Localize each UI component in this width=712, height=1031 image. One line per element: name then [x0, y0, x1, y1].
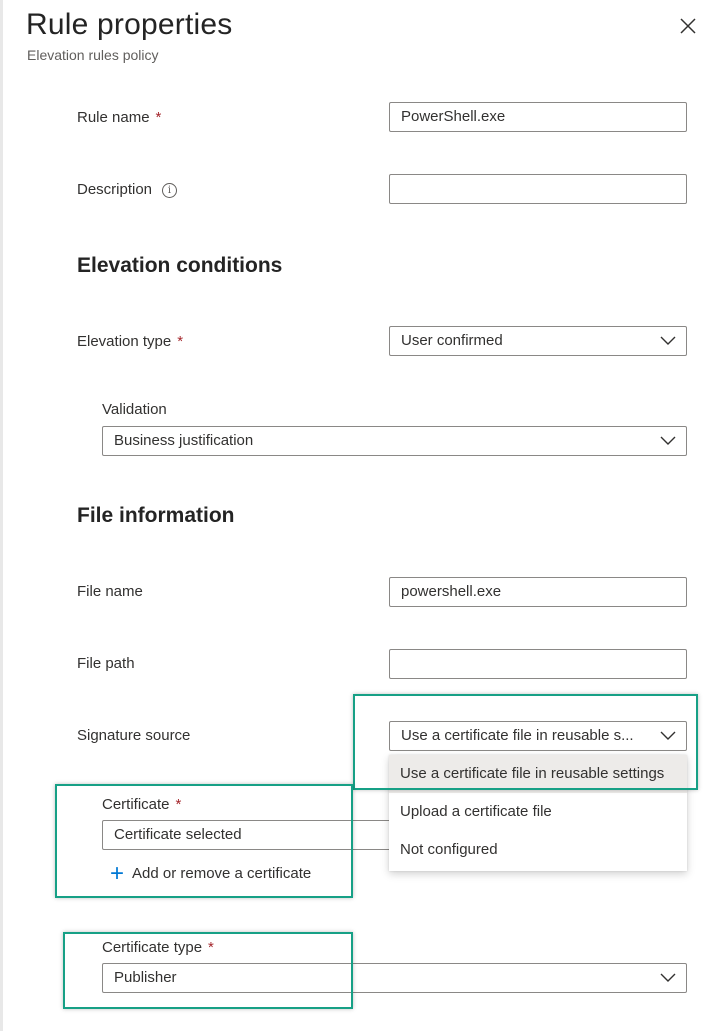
certificate-type-label: [102, 939, 214, 956]
elevation-type-label-text: Elevation type: [77, 333, 172, 350]
elevation-type-value: User confirmed: [401, 332, 503, 349]
certificate-input[interactable]: Certificate selected: [102, 820, 687, 850]
chevron-down-icon: [660, 336, 676, 346]
file-name-label: File name: [77, 583, 143, 600]
certificate-label: [102, 796, 181, 813]
plus-icon: +: [110, 860, 125, 887]
certificate-type-label-text: Certificate type: [102, 939, 203, 956]
validation-label: Validation: [102, 401, 167, 418]
page-subtitle: Elevation rules policy: [27, 47, 159, 63]
file-path-label: File path: [77, 655, 135, 672]
file-path-input[interactable]: [389, 649, 687, 679]
chevron-down-icon: [660, 731, 676, 741]
info-icon[interactable]: i: [162, 183, 177, 198]
elevation-conditions-heading: Elevation conditions: [77, 254, 283, 277]
chevron-down-icon: [660, 436, 676, 446]
dropdown-option[interactable]: Use a certificate file in reusable settings: [389, 755, 687, 793]
dropdown-option[interactable]: Upload a certificate file: [400, 803, 552, 820]
signature-source-dropdown: [389, 755, 687, 871]
description-label-text: Description: [77, 181, 153, 198]
certificate-type-select[interactable]: [102, 963, 687, 993]
description-label: [77, 181, 177, 198]
add-remove-certificate-text: Add or remove a certificate: [132, 865, 312, 882]
dropdown-option[interactable]: Not configured: [400, 841, 498, 858]
rule-name-input[interactable]: PowerShell.exe: [389, 102, 687, 132]
certificate-label-text: Certificate: [102, 796, 170, 813]
close-icon[interactable]: [676, 14, 700, 38]
elevation-type-select[interactable]: [389, 326, 687, 356]
required-mark: *: [208, 939, 214, 956]
rule-name-label: [77, 109, 161, 126]
validation-select[interactable]: [102, 426, 687, 456]
validation-value: Business justification: [114, 432, 254, 449]
add-remove-certificate-link[interactable]: [110, 860, 311, 888]
rule-name-label-text: Rule name: [77, 109, 150, 126]
elevation-type-label: [77, 333, 183, 350]
signature-source-label: Signature source: [77, 727, 191, 744]
panel-left-border: [0, 0, 3, 1031]
page-title: Rule properties: [26, 8, 233, 41]
file-name-input[interactable]: powershell.exe: [389, 577, 687, 607]
chevron-down-icon: [660, 973, 676, 983]
certificate-type-value: Publisher: [114, 969, 177, 986]
description-input[interactable]: [389, 174, 687, 204]
required-mark: *: [155, 109, 162, 126]
signature-source-value: Use a certificate file in reusable s...: [401, 727, 634, 744]
required-mark: *: [177, 333, 184, 350]
required-mark: *: [175, 796, 182, 813]
signature-source-select[interactable]: [389, 721, 687, 751]
file-information-heading: File information: [77, 504, 235, 527]
